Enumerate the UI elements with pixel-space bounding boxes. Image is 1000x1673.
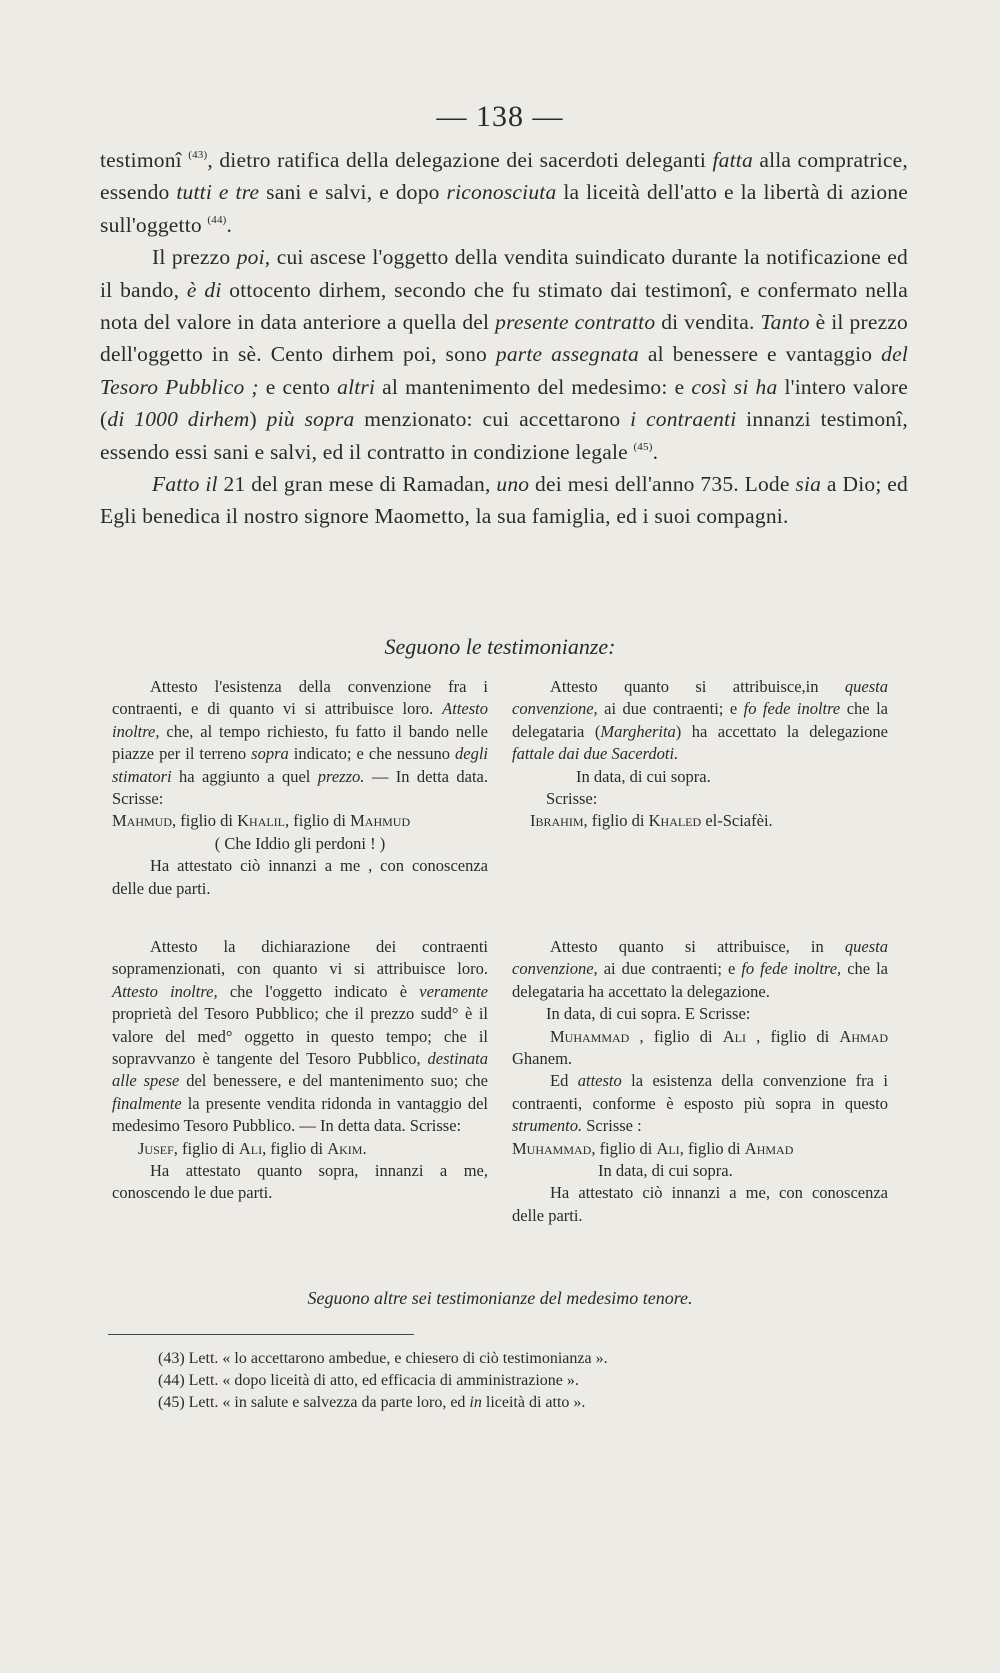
- text: , figlio di: [629, 1026, 723, 1046]
- text: .: [362, 1138, 367, 1158]
- text: l'intero valore (: [100, 374, 908, 432]
- text: Attesto quanto si attribuisce,in: [550, 677, 845, 696]
- text: di vendita.: [655, 310, 761, 335]
- text: ha aggiunto a quel: [171, 766, 318, 786]
- text: Attesto l'esistenza della convenzione fra i contraenti, e di quanto vi si attribuisce loro.: [112, 677, 488, 719]
- text: Ghanem.: [512, 1049, 573, 1069]
- footnote-43: (43) Lett. « lo accettarono ambedue, e chiesero di ciò testimonianza ».: [158, 1350, 608, 1367]
- testimony-text: [112, 936, 488, 1138]
- name: Jusef: [138, 1138, 174, 1158]
- text: Attesto la dichiarazione dei contraenti sopramenzionati, con quanto vi si attribuisce loro.: [112, 937, 488, 979]
- text: alla compratrice, essendo: [100, 148, 908, 205]
- page-number: — 138 —: [436, 100, 564, 133]
- signature: [112, 1138, 488, 1160]
- italic-text: così si ha: [691, 374, 778, 399]
- italic-text: in: [469, 1394, 482, 1411]
- italic-text: poi,: [236, 245, 271, 270]
- italic-text: riconosciuta: [446, 180, 557, 205]
- text: dei mesi dell'anno 735. Lode: [529, 472, 796, 497]
- footnotes: [158, 1348, 858, 1414]
- footnote-45: [158, 1392, 858, 1414]
- italic-text: fatta: [712, 148, 753, 172]
- italic-text: attesto: [577, 1071, 622, 1091]
- name: Mahmud: [112, 811, 173, 831]
- testimony-text: [512, 1070, 888, 1137]
- footnote-ref-45[interactable]: (45): [633, 440, 653, 453]
- italic-text: fo fede inoltre,: [741, 959, 842, 979]
- footnote-divider: [108, 1334, 414, 1335]
- text: Il prezzo: [152, 245, 237, 270]
- italic-text: fattale dai due Sacerdoti.: [512, 744, 679, 764]
- text: che l'oggetto indicato è: [217, 981, 420, 1001]
- testimonies-heading: Seguono le testimonianze:: [384, 634, 616, 659]
- text: Ed: [550, 1071, 578, 1091]
- name: Mahmud: [350, 811, 411, 831]
- text: ) ha accettato la delegazione: [675, 721, 889, 741]
- testimony-text: [512, 676, 888, 766]
- italic-text: questa convenzione,: [512, 677, 888, 719]
- italic-text: altri: [337, 374, 376, 399]
- text: a Dio; ed Egli benedica il nostro signore Maometto, la sua famiglia, ed i suoi compagni.: [100, 472, 908, 529]
- italic-text: tutti e tre: [176, 180, 260, 205]
- name: Khalil: [237, 811, 286, 831]
- text: , figlio di: [746, 1026, 840, 1046]
- text: ottocento dirhem, secondo che fu stimato dai testimonî, e confermato nella nota del valore in data anteriore a quella del: [100, 277, 908, 335]
- text: liceità di atto ».: [481, 1394, 586, 1411]
- text: la esistenza della convenzione fra i contraenti, conforme è esposto più sopra in questo: [512, 1071, 888, 1113]
- text: indicato; e che nessuno: [288, 744, 455, 764]
- testimony-text: [512, 936, 888, 1003]
- italic-text: veramente: [419, 981, 488, 1001]
- name: Ahmad: [744, 1138, 794, 1158]
- main-text: [100, 144, 908, 533]
- italic-text: sopra: [251, 744, 289, 764]
- text: al benessere e vantaggio: [638, 342, 882, 367]
- text: proprietà del Tesoro Pubblico; che il prezzo sudd° è il valore del med° oggetto in questo tempo; che il sopravvanzo è tangente del Tesoro Pubblico,: [112, 1004, 488, 1069]
- italic-text: degli stimatori: [112, 744, 488, 786]
- name: Akim: [327, 1138, 363, 1158]
- attestation: Ha attestato ciò innanzi a me, con conoscenza delle parti.: [512, 1183, 888, 1225]
- text: , figlio di: [591, 1138, 657, 1158]
- italic-text: Fatto il: [152, 472, 218, 497]
- date-line: In data, di cui sopra.: [576, 766, 711, 786]
- text: la presente vendita ridonda in vantaggio del medesimo Tesoro Pubblico. — In detta data. Scrisse:: [112, 1093, 488, 1136]
- text: la liceità dell'atto e la libertà di azione sull'oggetto: [100, 180, 908, 237]
- testimony-4: [512, 936, 888, 1227]
- date-line: In data, di cui sopra.: [598, 1161, 733, 1181]
- italic-text: di 1000 dirhem: [107, 407, 250, 432]
- italic-text: Attesto inoltre,: [112, 981, 218, 1001]
- attestation: Ha attestato quanto sopra, innanzi a me, conoscendo le due parti.: [112, 1161, 488, 1203]
- signature: [512, 1138, 888, 1160]
- pardon-line: ( Che Iddio gli perdoni ! ): [214, 833, 386, 853]
- text: .: [226, 212, 233, 237]
- testimony-text: [112, 676, 488, 810]
- text: ): [249, 407, 267, 432]
- paragraph-2: [100, 241, 908, 468]
- text: , figlio di: [173, 1138, 239, 1158]
- text: e cento: [258, 374, 338, 399]
- text: , figlio di: [679, 1138, 745, 1158]
- text: , figlio di: [262, 1138, 328, 1158]
- footnote-44: (44) Lett. « dopo liceità di atto, ed efficacia di amministrazione ».: [158, 1372, 579, 1389]
- text: che la delegataria (: [512, 699, 889, 741]
- wrote-line: Scrisse:: [546, 789, 598, 809]
- name: Ahmad: [839, 1026, 888, 1046]
- text: — In detta data. Scrisse:: [112, 766, 489, 809]
- testimony-2: [512, 676, 888, 833]
- italic-text: più sopra: [266, 407, 355, 432]
- italic-text: finalmente: [112, 1093, 182, 1113]
- italic-text: è di: [186, 277, 222, 302]
- italic-text: Attesto inoltre,: [112, 699, 488, 741]
- text: el-Sciafèi.: [701, 811, 773, 831]
- name: Ali: [722, 1026, 746, 1046]
- text: .: [652, 439, 659, 464]
- text: 21 del gran mese di Ramadan,: [217, 472, 497, 497]
- name: Muhammad: [512, 1138, 592, 1158]
- text: ai due contraenti; e: [597, 699, 744, 719]
- text: è il prezzo dell'oggetto in sè. Cento dirhem poi, sono: [100, 310, 908, 367]
- italic-text: parte assegnata: [495, 342, 639, 367]
- name: Khaled: [648, 811, 702, 831]
- text: che la delegataria ha accettato la delegazione.: [512, 959, 889, 1001]
- text: innanzi testimonî, essendo essi sani e salvi, ed il contratto in condizione legale: [100, 407, 908, 464]
- italic-text: del Tesoro Pubblico ;: [100, 342, 908, 399]
- italic-text: uno: [496, 472, 530, 497]
- text: , figlio di: [172, 811, 238, 831]
- testimony-1: [112, 676, 488, 900]
- text: menzionato: cui accettarono: [354, 407, 631, 432]
- italic-text: destinata alle spese: [112, 1049, 488, 1091]
- name: Ibrahim: [530, 811, 584, 831]
- text: che, al tempo richiesto, fu fatto il bando nelle piazze per il terreno: [112, 721, 488, 764]
- text: cui ascese l'oggetto della vendita suindicato durante la notificazione ed il bando,: [100, 245, 908, 302]
- text: testimonî: [100, 148, 182, 172]
- footnote-ref-43[interactable]: (43): [188, 149, 208, 161]
- footnote-ref-44[interactable]: (44): [207, 213, 227, 226]
- text: Attesto quanto si attribuisce, in: [550, 937, 845, 956]
- text: , figlio di: [285, 811, 351, 831]
- attestation: Ha attestato ciò innanzi a me , con conoscenza delle due parti.: [112, 856, 488, 898]
- date-line: In data, di cui sopra. E Scrisse:: [546, 1004, 751, 1024]
- text: del benessere, e del mantenimento suo; che: [179, 1071, 488, 1091]
- name: Ali: [656, 1138, 680, 1158]
- paragraph-1: [100, 144, 908, 241]
- name: Muhammad: [550, 1026, 630, 1046]
- closing-note: Seguono altre sei testimonianze del medesimo tenore.: [307, 1288, 693, 1308]
- italic-text: presente contratto: [495, 310, 656, 335]
- text: ai due contraenti; e: [597, 959, 742, 979]
- text: , dietro ratifica della delegazione dei sacerdoti deleganti: [207, 148, 713, 172]
- signature: [512, 810, 888, 832]
- text: , figlio di: [583, 811, 649, 831]
- italic-text: strumento.: [512, 1116, 583, 1136]
- italic-text: questa convenzione,: [512, 937, 888, 979]
- text: (45) Lett. « in salute e salvezza da parte loro, ed: [158, 1394, 470, 1411]
- signature: [512, 1026, 888, 1071]
- italic-text: i contraenti: [630, 407, 737, 432]
- text: Scrisse :: [582, 1116, 642, 1136]
- italic-text: sia: [795, 472, 822, 497]
- italic-text: Margherita: [600, 721, 676, 741]
- italic-text: fo fede inoltre: [743, 699, 841, 719]
- name: Ali: [238, 1138, 263, 1158]
- italic-text: Tanto: [760, 310, 810, 335]
- text: sani e salvi, e dopo: [259, 180, 447, 205]
- testimony-3: [112, 936, 488, 1205]
- text: al mantenimento del medesimo: e: [375, 374, 692, 399]
- paragraph-3: [100, 468, 908, 533]
- signature: [112, 810, 488, 832]
- italic-text: prezzo.: [317, 766, 365, 786]
